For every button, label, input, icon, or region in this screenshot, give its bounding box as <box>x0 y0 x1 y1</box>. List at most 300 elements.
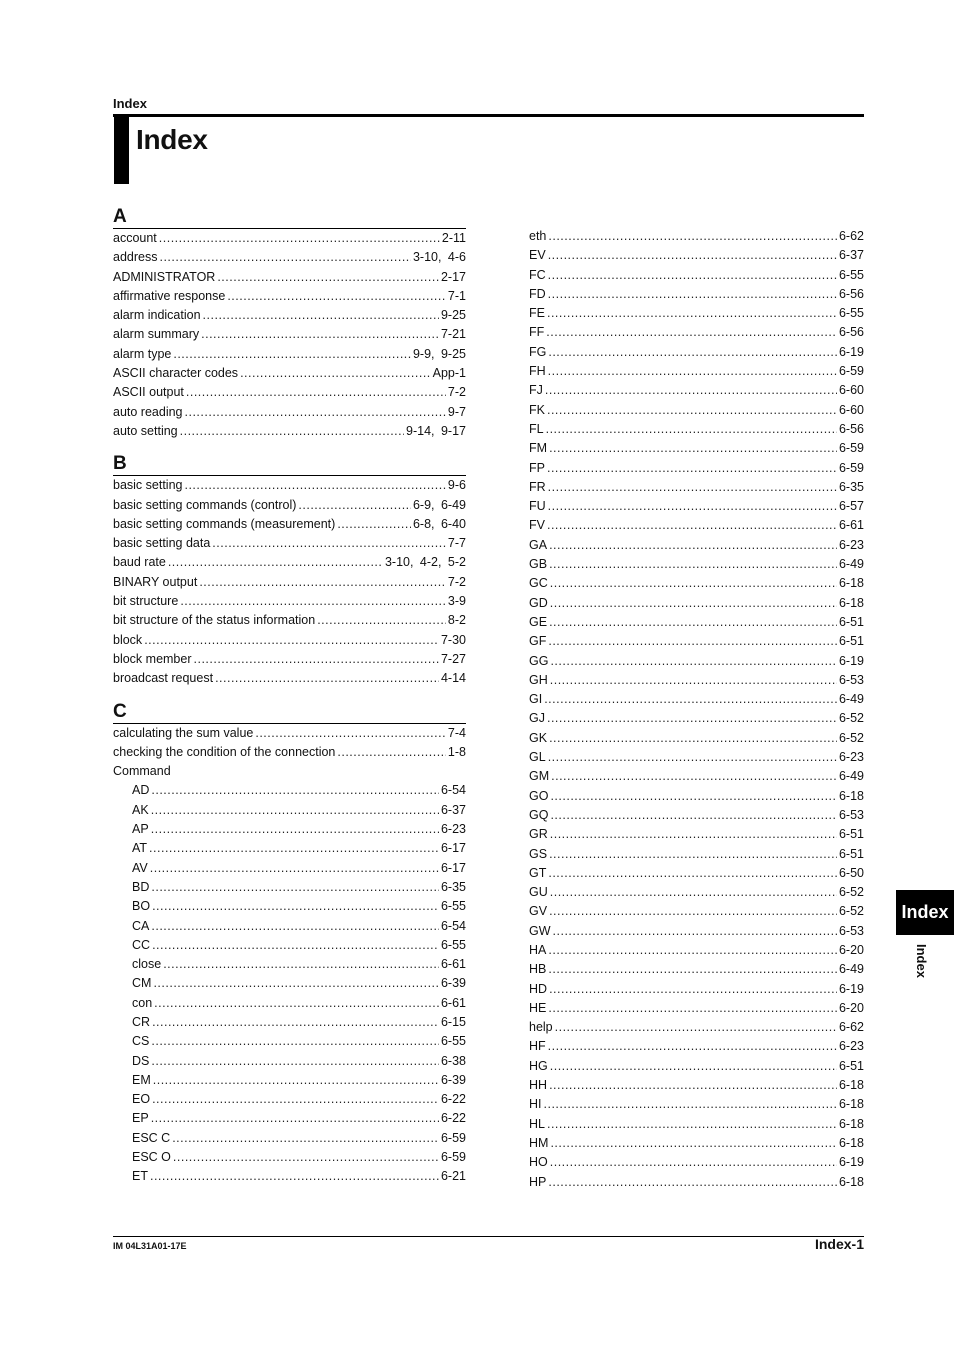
index-entry <box>529 362 864 381</box>
index-entry <box>529 632 864 651</box>
index-entry <box>529 1115 864 1134</box>
page-reference: 6-18 <box>838 595 864 610</box>
dot-leader <box>550 825 837 844</box>
index-term: AK <box>132 802 149 817</box>
page-reference: App-1 <box>432 366 466 381</box>
dot-leader <box>544 690 837 709</box>
dot-leader <box>217 268 439 287</box>
index-subentry <box>113 1071 466 1090</box>
index-entry <box>113 496 466 515</box>
page-reference: 4-14 <box>440 671 466 686</box>
index-term: basic setting <box>113 478 183 493</box>
page-reference: 6-23 <box>838 1039 864 1054</box>
index-subentry <box>113 1052 466 1071</box>
index-term: EV <box>529 248 546 263</box>
index-entry <box>529 459 864 478</box>
index-entry <box>529 999 864 1018</box>
index-entry <box>529 497 864 516</box>
dot-leader <box>546 323 837 342</box>
index-entry <box>529 960 864 979</box>
index-subentry <box>113 1013 466 1032</box>
index-entry <box>113 631 466 650</box>
page-reference: 6-17 <box>440 860 466 875</box>
index-term: con <box>132 995 153 1010</box>
dot-leader <box>173 345 411 364</box>
page-number: Index-1 <box>814 1236 864 1252</box>
index-entry <box>529 1095 864 1114</box>
index-term: basic setting data <box>113 536 211 551</box>
index-entry <box>113 669 466 688</box>
dot-leader <box>549 613 837 632</box>
index-term: EP <box>132 1111 149 1126</box>
dot-leader <box>550 652 837 671</box>
page-reference: 6-18 <box>838 576 864 591</box>
index-entry <box>529 266 864 285</box>
page-reference: 6-50 <box>838 865 864 880</box>
section-letter-heading: A <box>113 206 466 229</box>
index-subentry <box>113 1167 466 1186</box>
dot-leader <box>150 859 439 878</box>
index-term: GC <box>529 576 548 591</box>
dot-leader <box>151 1052 439 1071</box>
dot-leader <box>180 422 404 441</box>
index-term: HH <box>529 1078 548 1093</box>
index-entry <box>529 1018 864 1037</box>
index-term: HD <box>529 981 548 996</box>
dot-leader <box>544 1095 837 1114</box>
page-reference: 6-39 <box>440 976 466 991</box>
page-reference: 6-20 <box>838 942 864 957</box>
index-subentry <box>113 839 466 858</box>
page-reference: 9-6 <box>447 478 466 493</box>
index-term: alarm type <box>113 346 172 361</box>
dot-leader <box>151 878 439 897</box>
dot-leader <box>154 994 439 1013</box>
index-term: ESC O <box>132 1150 171 1165</box>
index-entry <box>529 594 864 613</box>
dot-leader <box>549 845 837 864</box>
dot-leader <box>151 917 439 936</box>
index-entry <box>529 980 864 999</box>
dot-leader <box>548 343 837 362</box>
index-term: help <box>529 1020 553 1035</box>
page-reference: 6-51 <box>838 634 864 649</box>
page-reference: 6-35 <box>440 879 466 894</box>
index-entry <box>113 248 466 267</box>
dot-leader <box>172 1129 439 1148</box>
dot-leader <box>547 459 837 478</box>
index-subentry <box>113 955 466 974</box>
page-reference: 6-52 <box>838 904 864 919</box>
index-term: HF <box>529 1039 546 1054</box>
index-term: HP <box>529 1174 547 1189</box>
index-entry <box>529 922 864 941</box>
index-entry <box>529 516 864 535</box>
page-reference: 6-49 <box>838 557 864 572</box>
page-reference: 6-49 <box>838 769 864 784</box>
page-reference: 9-7 <box>447 404 466 419</box>
page-reference: 6-62 <box>838 1020 864 1035</box>
index-entry <box>113 422 466 441</box>
page-reference: 6-18 <box>838 1097 864 1112</box>
index-term: eth <box>529 229 547 243</box>
page-reference: 7-1 <box>447 288 466 303</box>
dot-leader <box>144 631 439 650</box>
dot-leader <box>550 806 837 825</box>
dot-leader <box>163 955 439 974</box>
index-entry <box>529 902 864 921</box>
dot-leader <box>548 362 837 381</box>
dot-leader <box>203 306 439 325</box>
dot-leader <box>150 1167 439 1186</box>
page-reference: 6-60 <box>838 383 864 398</box>
dot-leader <box>548 246 837 265</box>
index-term: ASCII character codes <box>113 366 239 381</box>
dot-leader <box>550 671 837 690</box>
dot-leader <box>201 325 439 344</box>
index-term: HB <box>529 962 547 977</box>
index-term: CC <box>132 937 151 952</box>
index-entry <box>529 439 864 458</box>
index-term: CS <box>132 1034 150 1049</box>
index-term: GK <box>529 730 548 745</box>
dot-leader <box>184 476 445 495</box>
index-entry <box>113 762 466 781</box>
dot-leader <box>337 743 446 762</box>
page-reference: 6-35 <box>838 479 864 494</box>
index-entry <box>529 652 864 671</box>
page-reference: 6-49 <box>838 692 864 707</box>
page-reference: 6-22 <box>440 1111 466 1126</box>
page-reference: 6-21 <box>440 1169 466 1184</box>
index-term: ADMINISTRATOR <box>113 269 216 284</box>
index-entry <box>529 304 864 323</box>
index-subentry <box>113 917 466 936</box>
page-reference: 9-14, 9-17 <box>406 423 466 438</box>
index-term: ET <box>132 1169 148 1184</box>
dot-leader <box>550 883 837 902</box>
index-subentry <box>113 1090 466 1109</box>
page-reference: 6-53 <box>838 923 864 938</box>
index-entry <box>529 420 864 439</box>
index-subentry <box>113 936 466 955</box>
page-reference: 7-2 <box>447 574 466 589</box>
index-entry <box>529 1076 864 1095</box>
page-reference: 6-53 <box>838 807 864 822</box>
page-reference: 6-53 <box>838 672 864 687</box>
page-reference: 6-55 <box>440 937 466 952</box>
index-entry <box>529 787 864 806</box>
page-reference: 3-10, 4-2, 5-2 <box>384 555 466 570</box>
dot-leader <box>549 555 837 574</box>
index-subentry <box>113 859 466 878</box>
page-reference: 6-52 <box>838 885 864 900</box>
section-gap <box>113 689 466 701</box>
index-subentry <box>113 994 466 1013</box>
index-subentry <box>113 897 466 916</box>
page-reference: 6-18 <box>838 788 864 803</box>
index-term: FC <box>529 267 546 282</box>
index-term: address <box>113 250 158 265</box>
page-reference: 6-59 <box>838 460 864 475</box>
index-entry <box>113 268 466 287</box>
dot-leader <box>548 748 837 767</box>
index-entry <box>529 574 864 593</box>
page-reference: 6-61 <box>440 995 466 1010</box>
dot-leader <box>152 897 439 916</box>
index-term: FE <box>529 306 545 321</box>
page-reference: 6-38 <box>440 1053 466 1068</box>
page-reference: 6-37 <box>440 802 466 817</box>
dot-leader <box>549 439 837 458</box>
page-reference: 6-54 <box>440 783 466 798</box>
index-side-tab[interactable]: Index <box>896 890 954 935</box>
index-term: auto setting <box>113 423 178 438</box>
index-column-right <box>529 227 864 1192</box>
dot-leader <box>194 650 439 669</box>
index-side-tab-vertical-label: Index <box>914 944 929 978</box>
index-term: basic setting commands (control) <box>113 497 297 512</box>
index-term: alarm indication <box>113 308 201 323</box>
section-letter-heading: C <box>113 701 466 724</box>
index-term: FU <box>529 499 546 514</box>
dot-leader <box>199 573 446 592</box>
dot-leader <box>152 936 439 955</box>
index-entry <box>113 345 466 364</box>
page-reference: 6-59 <box>838 441 864 456</box>
index-entry <box>529 883 864 902</box>
page-reference: 6-52 <box>838 730 864 745</box>
page-reference: 7-7 <box>447 536 466 551</box>
dot-leader <box>553 922 837 941</box>
index-entry <box>529 806 864 825</box>
index-term: bit structure <box>113 594 179 609</box>
index-term: GS <box>529 846 548 861</box>
index-entry <box>113 403 466 422</box>
dot-leader <box>153 974 439 993</box>
dot-leader <box>555 1018 837 1037</box>
dot-leader <box>548 632 837 651</box>
dot-leader <box>550 1153 837 1172</box>
index-entry <box>529 1173 864 1192</box>
page-reference: 6-18 <box>838 1174 864 1189</box>
index-term: CR <box>132 1014 151 1029</box>
page-reference: 2-17 <box>440 269 466 284</box>
index-entry <box>113 325 466 344</box>
index-term: close <box>132 957 162 972</box>
index-subentry <box>113 1129 466 1148</box>
index-term: DS <box>132 1053 150 1068</box>
dot-leader <box>149 839 439 858</box>
index-entry <box>529 555 864 574</box>
index-subentry <box>113 1032 466 1051</box>
dot-leader <box>549 902 837 921</box>
index-entry <box>529 729 864 748</box>
dot-leader <box>159 229 440 248</box>
index-term: HA <box>529 942 547 957</box>
page-reference: 6-19 <box>838 1155 864 1170</box>
dot-leader <box>547 304 837 323</box>
index-term: GR <box>529 827 548 842</box>
index-term: HE <box>529 1000 547 1015</box>
index-column-left <box>113 206 466 1187</box>
page-reference: 6-49 <box>838 962 864 977</box>
index-term: EM <box>132 1072 151 1087</box>
page-reference: 6-18 <box>838 1116 864 1131</box>
index-entry <box>529 1037 864 1056</box>
dot-leader <box>212 534 446 553</box>
index-term: GU <box>529 885 548 900</box>
index-entry <box>529 825 864 844</box>
page-reference: 6-61 <box>838 518 864 533</box>
page-reference: 6-19 <box>838 653 864 668</box>
dot-leader <box>548 227 837 246</box>
index-term: broadcast request <box>113 671 214 686</box>
page-reference: 6-23 <box>440 822 466 837</box>
page-reference: 6-20 <box>838 1000 864 1015</box>
index-term: GG <box>529 653 549 668</box>
index-entry <box>113 287 466 306</box>
dot-leader <box>546 420 837 439</box>
dot-leader <box>151 1032 439 1051</box>
page-reference: 7-21 <box>440 327 466 342</box>
index-subentry <box>113 1109 466 1128</box>
index-term: calculating the sum value <box>113 725 254 740</box>
page-reference: 6-39 <box>440 1072 466 1087</box>
index-subentry <box>113 974 466 993</box>
page-reference: 3-9 <box>447 594 466 609</box>
index-term: BO <box>132 899 151 914</box>
page-reference: 6-51 <box>838 827 864 842</box>
page-reference: 6-51 <box>838 614 864 629</box>
dot-leader <box>551 767 837 786</box>
index-entry <box>529 478 864 497</box>
index-subentry <box>113 878 466 897</box>
dot-leader <box>548 864 837 883</box>
index-term: FR <box>529 479 546 494</box>
dot-leader <box>215 669 439 688</box>
dot-leader <box>255 724 446 743</box>
page-reference: 6-23 <box>838 537 864 552</box>
page-reference: 6-55 <box>440 1034 466 1049</box>
index-entry <box>113 650 466 669</box>
page-reference: 6-59 <box>440 1130 466 1145</box>
index-entry <box>113 364 466 383</box>
dot-leader <box>550 787 837 806</box>
index-term: GL <box>529 750 546 765</box>
page-reference: 9-25 <box>440 308 466 323</box>
index-entry <box>529 343 864 362</box>
page-reference: 2-11 <box>441 231 466 245</box>
dot-leader <box>549 729 837 748</box>
index-entry <box>113 229 466 248</box>
index-term: block member <box>113 651 192 666</box>
footer-rule <box>113 1236 864 1237</box>
dot-leader <box>317 611 446 630</box>
index-entry <box>113 476 466 495</box>
index-term: GE <box>529 614 548 629</box>
index-entry <box>113 515 466 534</box>
page-reference: 6-56 <box>838 286 864 301</box>
dot-leader <box>548 941 837 960</box>
page-reference: 6-19 <box>838 344 864 359</box>
index-entry <box>529 748 864 767</box>
dot-leader <box>337 515 411 534</box>
index-term: affirmative response <box>113 288 226 303</box>
dot-leader <box>547 401 837 420</box>
index-entry <box>529 1057 864 1076</box>
index-entry <box>113 306 466 325</box>
dot-leader <box>548 999 837 1018</box>
section-letter-heading: B <box>113 453 466 476</box>
dot-leader <box>151 781 439 800</box>
index-entry <box>529 285 864 304</box>
section-gap <box>113 441 466 453</box>
index-term: auto reading <box>113 404 183 419</box>
index-entry <box>529 1153 864 1172</box>
index-term: Command <box>113 764 171 779</box>
page-reference: 6-51 <box>838 846 864 861</box>
index-term: HO <box>529 1155 548 1170</box>
index-term: FK <box>529 402 545 417</box>
page-reference: 6-17 <box>440 841 466 856</box>
index-term: FH <box>529 364 546 379</box>
index-term: FM <box>529 441 548 456</box>
running-header: Index <box>113 96 147 111</box>
index-entry <box>529 671 864 690</box>
page-reference: 6-56 <box>838 325 864 340</box>
page-title: Index <box>136 124 208 155</box>
index-subentry <box>113 801 466 820</box>
index-entry <box>529 1134 864 1153</box>
dot-leader <box>549 1076 837 1095</box>
page-reference: 7-27 <box>440 651 466 666</box>
index-term: EO <box>132 1092 151 1107</box>
index-entry <box>529 323 864 342</box>
index-term: FG <box>529 344 547 359</box>
page-reference: 6-61 <box>440 957 466 972</box>
index-term: FV <box>529 518 545 533</box>
page-reference: 9-9, 9-25 <box>412 346 466 361</box>
index-entry <box>113 611 466 630</box>
page-reference: 6-52 <box>838 711 864 726</box>
dot-leader <box>547 709 837 728</box>
dot-leader <box>548 478 837 497</box>
dot-leader <box>180 592 446 611</box>
index-term: GJ <box>529 711 545 726</box>
index-entry <box>529 536 864 555</box>
index-term: GF <box>529 634 547 649</box>
index-entry <box>529 767 864 786</box>
dot-leader <box>153 1071 439 1090</box>
index-term: FJ <box>529 383 543 398</box>
index-term: bit structure of the status information <box>113 613 316 628</box>
dot-leader <box>173 1148 439 1167</box>
page-reference: 6-51 <box>838 1058 864 1073</box>
index-term: GA <box>529 537 548 552</box>
page-reference: 6-37 <box>838 248 864 263</box>
index-entry <box>529 845 864 864</box>
index-entry <box>113 592 466 611</box>
dot-leader <box>547 1115 837 1134</box>
page-reference: 6-55 <box>838 306 864 321</box>
page-reference: 1-8 <box>447 744 466 759</box>
index-term: GM <box>529 769 550 784</box>
dot-leader <box>550 594 837 613</box>
page-reference: 6-60 <box>838 402 864 417</box>
index-entry <box>529 381 864 400</box>
index-term: AD <box>132 783 150 798</box>
